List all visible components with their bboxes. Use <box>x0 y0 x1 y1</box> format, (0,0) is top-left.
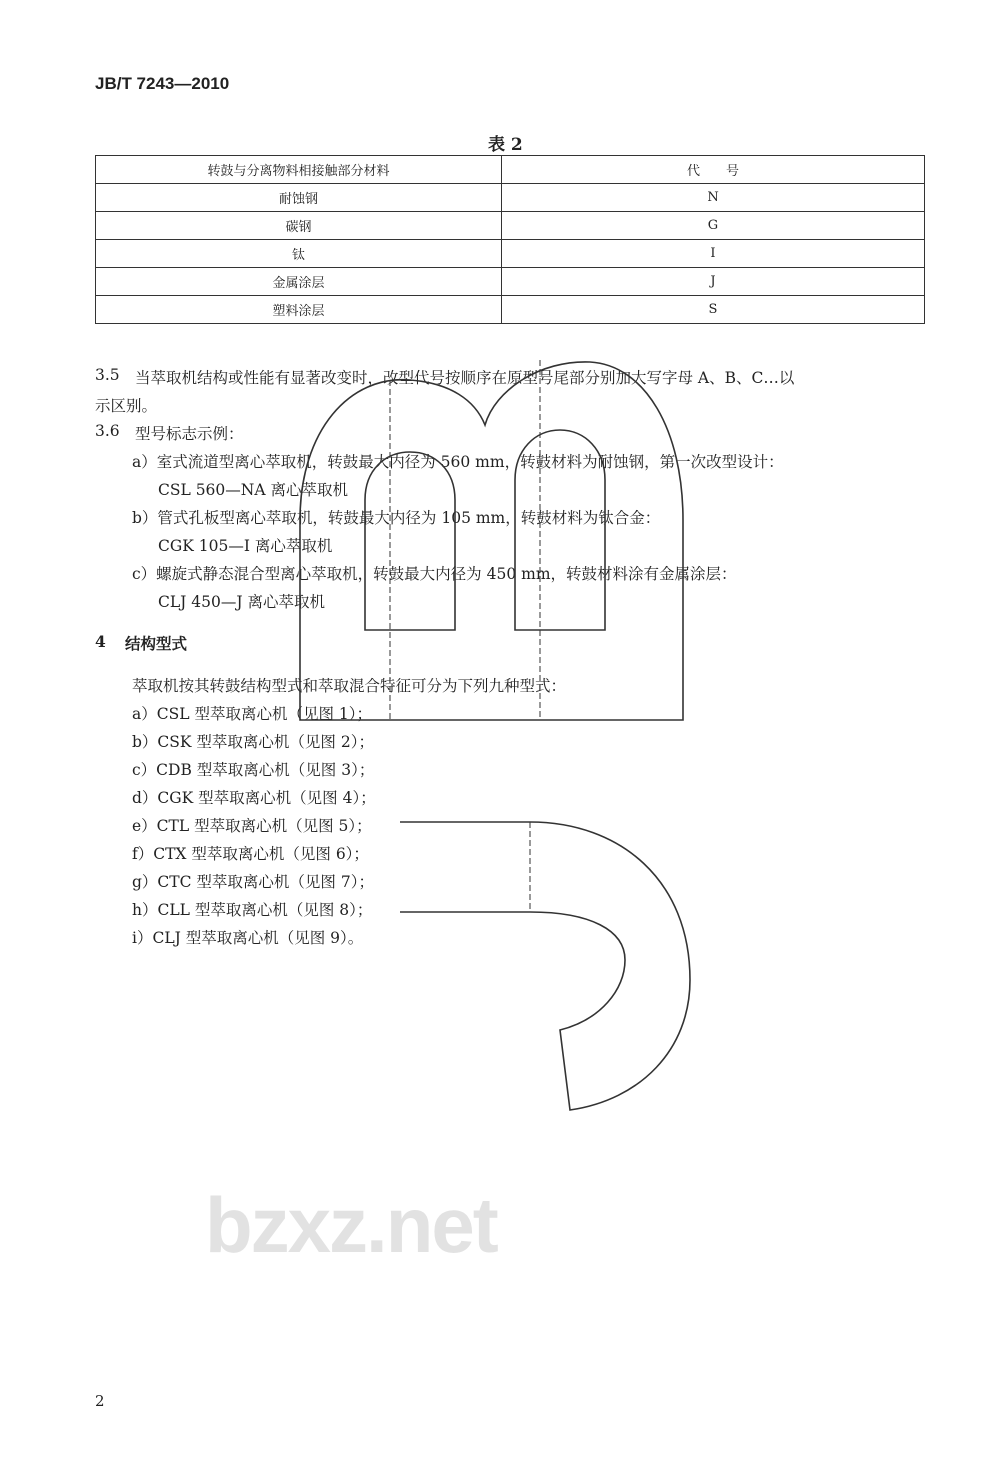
section-4-intro: 萃取机按其转鼓结构型式和萃取混合特征可分为下列九种型式： <box>132 677 567 695</box>
code-cell: G <box>502 212 925 240</box>
code-cell: S <box>502 296 925 324</box>
material-cell: 碳钢 <box>96 212 502 240</box>
page-number: 2 <box>95 1392 105 1410</box>
example-code: CGK 105—I 离心萃取机 <box>158 537 333 555</box>
code-cell: J <box>502 268 925 296</box>
standard-number-header: JB/T 7243—2010 <box>95 74 230 93</box>
section-3-5-text: 当萃取机结构或性能有显著改变时，改型代号按顺序在原型号尾部分别加大写字母 A、B、C…以 <box>135 369 795 387</box>
section-3-6-title: 型号标志示例： <box>135 425 244 443</box>
type-list-item: h）CLL 型萃取离心机（见图 8）； <box>132 901 373 919</box>
type-list-item: a）CSL 型萃取离心机（见图 1）； <box>132 705 372 723</box>
header-cell: 转鼓与分离物料相接触部分材料 <box>96 156 502 184</box>
type-list-item: i）CLJ 型萃取离心机（见图 9）。 <box>132 929 364 947</box>
header-cell: 代 号 <box>502 156 925 184</box>
m-right-hole <box>515 430 605 630</box>
type-list-item: d）CGK 型萃取离心机（见图 4）； <box>132 789 376 807</box>
section-4-number: 4 <box>95 632 106 651</box>
type-list-item: e）CTL 型萃取离心机（见图 5）； <box>132 817 372 835</box>
section-3-6-number: 3.6 <box>95 422 120 440</box>
hook-shape-outline <box>400 822 690 1110</box>
type-list-item: b）CSK 型萃取离心机（见图 2）； <box>132 733 374 751</box>
code-cell: N <box>502 184 925 212</box>
table-caption: 表 2 <box>488 135 523 155</box>
example-item: b）管式孔板型离心萃取机，转鼓最大内径为 105 mm，转鼓材料为钛合金： <box>132 509 661 527</box>
code-cell: I <box>502 240 925 268</box>
m-left-hole <box>365 452 455 630</box>
example-item: c）螺旋式静态混合型离心萃取机，转鼓最大内径为 450 mm，转鼓材料涂有金属涂层： <box>132 565 737 583</box>
type-list-item: f）CTX 型萃取离心机（见图 6）； <box>132 845 369 863</box>
m-shape-outline <box>300 362 683 720</box>
section-4-title: 结构型式 <box>125 634 188 653</box>
material-cell: 金属涂层 <box>96 268 502 296</box>
type-list-item: g）CTC 型萃取离心机（见图 7）； <box>132 873 374 891</box>
example-code: CLJ 450—J 离心萃取机 <box>158 593 326 611</box>
example-code: CSL 560—NA 离心萃取机 <box>158 481 348 499</box>
material-cell: 耐蚀钢 <box>96 184 502 212</box>
watermark: bzxz.net <box>205 1181 497 1269</box>
material-cell: 塑料涂层 <box>96 296 502 324</box>
section-3-5-text-cont: 示区别。 <box>95 397 158 415</box>
section-3-5-number: 3.5 <box>95 366 120 384</box>
example-item: a）室式流道型离心萃取机，转鼓最大内径为 560 mm，转鼓材料为耐蚀钢，第一次改型设计： <box>132 453 784 471</box>
material-cell: 钛 <box>96 240 502 268</box>
type-list-item: c）CDB 型萃取离心机（见图 3）； <box>132 761 375 779</box>
